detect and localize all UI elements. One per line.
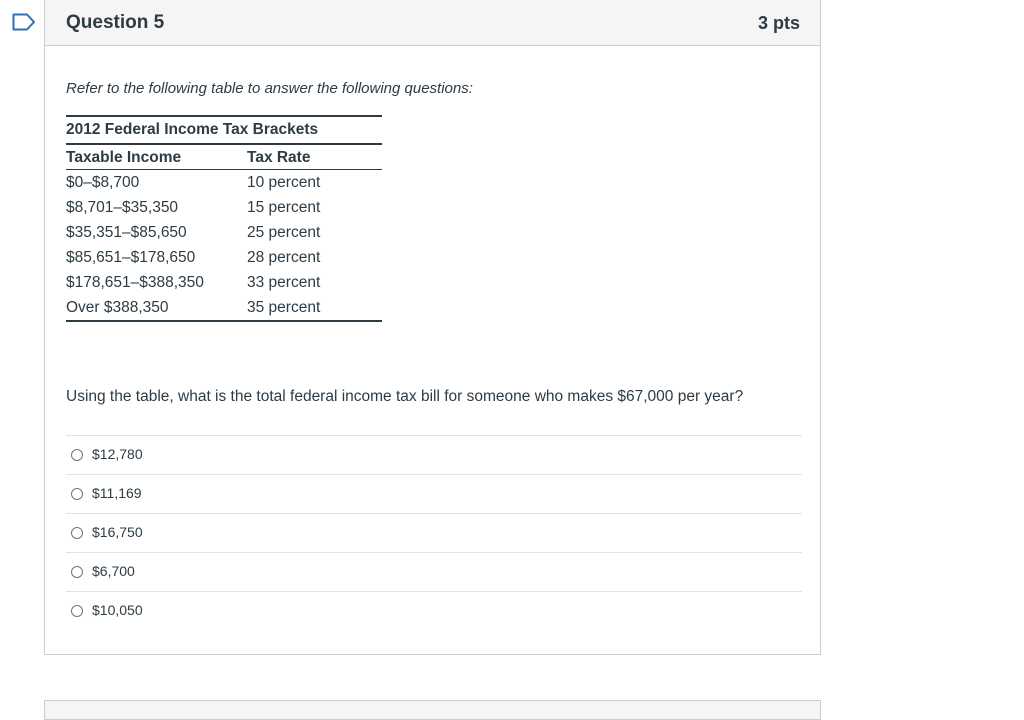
answer-option[interactable] bbox=[66, 552, 802, 591]
radio-icon[interactable] bbox=[71, 527, 83, 539]
income-cell: Over $388,350 bbox=[66, 295, 247, 321]
flag-question-icon[interactable] bbox=[12, 13, 36, 31]
answer-option[interactable] bbox=[66, 474, 802, 513]
rate-cell: 35 percent bbox=[247, 295, 382, 321]
radio-icon[interactable] bbox=[71, 449, 83, 461]
radio-icon[interactable] bbox=[71, 566, 83, 578]
answer-option[interactable] bbox=[66, 591, 802, 630]
radio-icon[interactable] bbox=[71, 488, 83, 500]
table-row bbox=[66, 295, 382, 321]
rate-cell: 25 percent bbox=[247, 223, 321, 241]
question-points: 3 pts bbox=[757, 13, 800, 33]
question-title: Question 5 bbox=[66, 12, 165, 33]
next-question-card bbox=[44, 700, 821, 720]
answer-option[interactable] bbox=[66, 435, 802, 474]
question-intro: Refer to the following table to answer the following questions: bbox=[66, 80, 473, 97]
rate-cell: 28 percent bbox=[247, 248, 321, 266]
income-cell: $0–$8,700 bbox=[66, 173, 140, 191]
table-row bbox=[66, 245, 382, 270]
table-row bbox=[66, 220, 382, 245]
answer-label[interactable]: $16,750 bbox=[92, 524, 143, 540]
answer-label[interactable]: $10,050 bbox=[92, 602, 143, 618]
income-cell: $85,651–$178,650 bbox=[66, 248, 196, 266]
table-row bbox=[66, 195, 382, 220]
table-row bbox=[66, 170, 382, 196]
rate-cell: 15 percent bbox=[247, 198, 321, 216]
answer-list bbox=[66, 435, 802, 630]
table-row bbox=[66, 270, 382, 295]
column-header-tax-rate: Tax Rate bbox=[247, 144, 382, 170]
rate-cell: 10 percent bbox=[247, 173, 321, 191]
answer-label[interactable]: $12,780 bbox=[92, 446, 143, 462]
radio-icon[interactable] bbox=[71, 605, 83, 617]
table-caption: 2012 Federal Income Tax Brackets bbox=[66, 116, 382, 144]
income-cell: $178,651–$388,350 bbox=[66, 273, 204, 291]
column-header-taxable-income: Taxable Income bbox=[66, 144, 247, 170]
rate-cell: 33 percent bbox=[247, 273, 321, 291]
income-cell: $35,351–$85,650 bbox=[66, 223, 187, 241]
question-prompt: Using the table, what is the total federal income tax bill for someone who makes $67,000 per year? bbox=[66, 388, 744, 405]
question-card bbox=[44, 0, 821, 655]
question-header bbox=[45, 0, 820, 46]
income-cell: $8,701–$35,350 bbox=[66, 198, 179, 216]
answer-label[interactable]: $6,700 bbox=[92, 563, 135, 579]
answer-label[interactable]: $11,169 bbox=[92, 485, 142, 501]
answer-option[interactable] bbox=[66, 513, 802, 552]
tax-bracket-table bbox=[66, 115, 382, 322]
